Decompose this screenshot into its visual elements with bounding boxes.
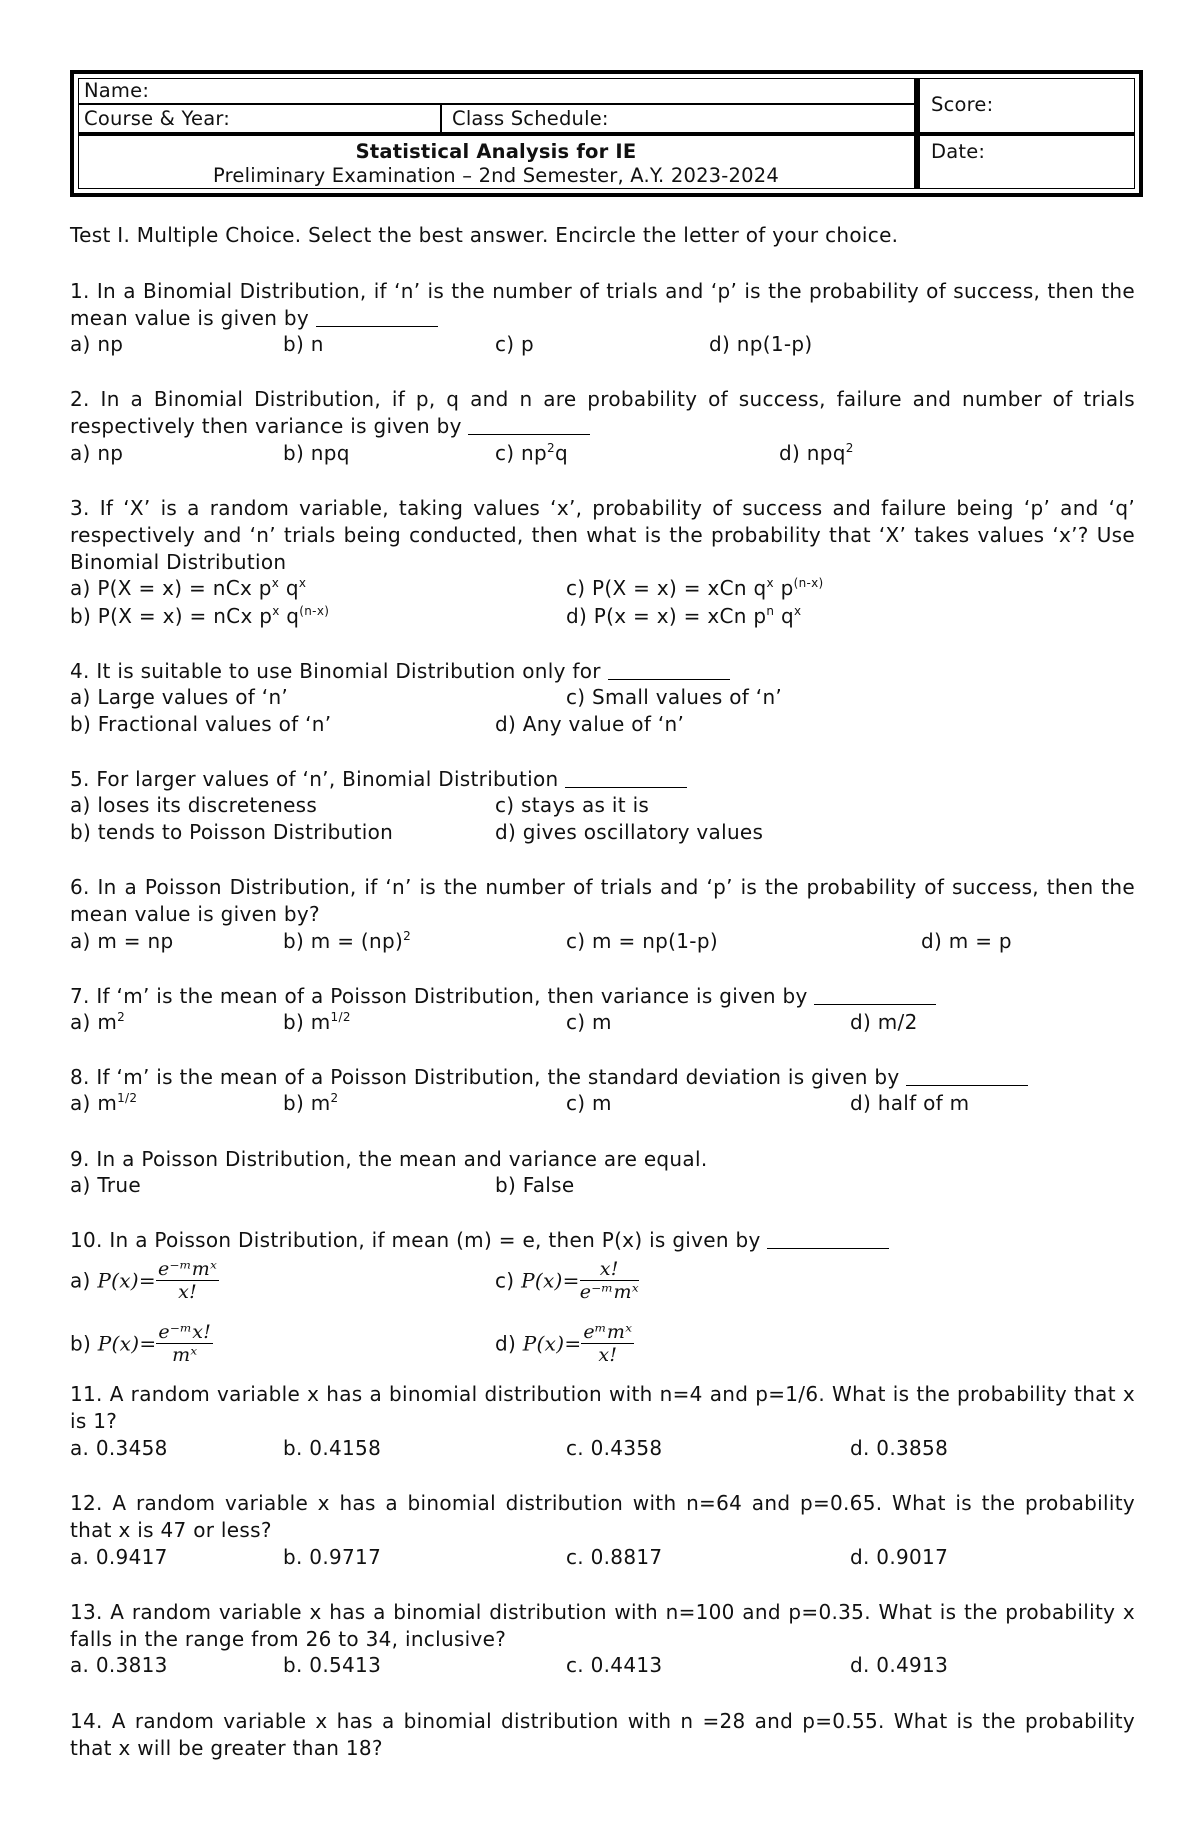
option-text: p [773,576,794,600]
formula-lhs: P(x)= [521,1268,580,1293]
q5-option-a[interactable]: a) loses its discreteness [70,793,318,817]
q5-option-d[interactable]: d) gives oscillatory values [495,820,764,844]
option-letter: b) [70,1331,92,1356]
question-10 [70,1227,1135,1254]
question-stem [70,278,1135,332]
q5-option-c[interactable]: c) stays as it is [495,793,650,817]
fraction-numerator: eᵐmˣ [583,1321,633,1343]
answer-blank [565,769,687,788]
superscript: n [766,604,775,618]
superscript: x [298,576,307,590]
q8-option-b[interactable] [283,1091,338,1115]
superscript: 2 [403,929,412,943]
question-text: 1. In a Binomial Distribution, if ‘n’ is the number of trials and ‘p’ is the probability of success, then the mean value is given by [70,279,1135,330]
question-stem [70,766,1135,793]
q4-option-d[interactable]: d) Any value of ‘n’ [495,712,685,736]
course-year-field-label: Course & Year: [84,107,230,130]
q1-option-d[interactable]: d) np(1-p) [709,332,813,356]
option-text: a) P(X = x) = nCx p [70,576,272,600]
q1-option-b[interactable]: b) n [283,332,324,356]
question-14 [70,1708,1135,1762]
question-stem: 12. A random variable x has a binomial distribution with n=64 and p=0.65. What is the probability that x is 47 or less? [70,1491,1135,1542]
option-text: b) m = (np) [283,929,404,953]
q10-option-b[interactable] [70,1321,213,1366]
question-text: 7. If ‘m’ is the mean of a Poisson Distribution, then variance is given by [70,984,808,1008]
question-stem [70,983,1135,1010]
fraction [581,1321,634,1366]
q4-option-b[interactable]: b) Fractional values of ‘n’ [70,712,332,736]
date-field-label: Date: [931,140,986,163]
q13-option-b[interactable]: b. 0.5413 [283,1653,382,1677]
superscript: 1/2 [117,1091,138,1105]
q10-option-a[interactable] [70,1258,219,1303]
q6-option-c[interactable]: c) m = np(1-p) [566,929,718,953]
name-field-label: Name: [84,79,150,102]
q8-option-d[interactable]: d) half of m [850,1091,970,1115]
answer-blank [608,661,730,680]
superscript: x [793,604,802,618]
option-letter: d) [495,1331,517,1356]
superscript: 2 [845,441,854,455]
q9-option-b[interactable]: b) False [495,1173,575,1197]
option-text: b) m [283,1091,331,1115]
q13-option-d[interactable]: d. 0.4913 [850,1653,949,1677]
question-stem [70,1227,1135,1254]
option-text: a) m [70,1010,118,1034]
question-5 [70,766,1135,793]
fraction-denominator: mˣ [172,1344,198,1366]
fraction-numerator: x! [580,1258,639,1281]
question-stem: 11. A random variable x has a binomial distribution with n=4 and p=1/6. What is the probability that x is 1? [70,1382,1135,1433]
q1-option-a[interactable]: a) np [70,332,124,356]
question-1 [70,278,1135,332]
q4-option-a[interactable]: a) Large values of ‘n’ [70,685,289,709]
q7-option-b[interactable] [283,1010,351,1034]
option-letter: c) [495,1268,515,1293]
option-letter: a) [70,1268,91,1293]
question-stem [70,658,1135,685]
question-3 [70,495,1135,576]
header-divider-schedule [440,104,442,134]
fraction-numerator: e⁻ᵐmˣ [157,1258,218,1280]
fraction [156,1258,219,1303]
q8-option-c[interactable]: c) m [566,1091,612,1115]
q6-option-a[interactable]: a) m = np [70,929,174,953]
question-stem: 14. A random variable x has a binomial distribution with n =28 and p=0.55. What is the probability that x will be greater than 18? [70,1709,1135,1760]
superscript: x [272,604,280,618]
header-divider-name [78,103,916,105]
superscript: (n-x) [299,604,330,618]
q10-option-c[interactable] [495,1258,639,1303]
q4-option-c[interactable]: c) Small values of ‘n’ [566,685,783,709]
q12-option-d[interactable]: d. 0.9017 [850,1545,949,1569]
question-text: 10. In a Poisson Distribution, if mean (m) = e, then P(x) is given by [70,1228,761,1252]
q13-option-a[interactable]: a. 0.3813 [70,1653,168,1677]
q3-option-d[interactable] [566,604,801,628]
q2-option-a[interactable]: a) np [70,441,124,465]
exam-title: Statistical Analysis for IE [355,140,637,163]
superscript: (n-x) [793,576,824,590]
option-text: q [774,604,794,628]
q3-option-a[interactable] [70,576,306,600]
question-11 [70,1381,1135,1435]
option-text: q [279,576,299,600]
q3-option-c[interactable] [566,576,824,600]
question-stem: 3. If ‘X’ is a random variable, taking values ‘x’, probability of success and failure being ‘p’ and ‘q’ respectively and ‘n’ trials being conducted, then what is the probability that ‘X’ takes values ‘x’? Use Binomial Distribution [70,496,1135,574]
q3-option-b[interactable] [70,604,329,628]
question-12 [70,1490,1135,1544]
score-field-label: Score: [931,93,994,116]
q2-option-c[interactable] [495,441,568,465]
question-stem: 6. In a Poisson Distribution, if ‘n’ is the number of trials and ‘p’ is the probability of success, then the mean value is given by? [70,875,1135,926]
q9-option-a[interactable]: a) True [70,1173,141,1197]
q12-option-c[interactable]: c. 0.8817 [566,1545,663,1569]
q10-option-d[interactable] [495,1321,634,1366]
q1-option-c[interactable]: c) p [495,332,535,356]
q8-option-a[interactable] [70,1091,137,1115]
q11-option-b[interactable]: b. 0.4158 [283,1436,382,1460]
fraction-denominator: x! [598,1344,618,1366]
superscript: 1/2 [330,1010,351,1024]
formula-lhs: P(x)= [97,1268,156,1293]
q12-option-b[interactable]: b. 0.9717 [283,1545,382,1569]
superscript: x [271,576,280,590]
question-6 [70,874,1135,928]
answer-blank [316,308,438,327]
superscript: 2 [117,1010,126,1024]
exam-subtitle: Preliminary Examination – 2nd Semester, A.Y. 2023-2024 [213,164,779,187]
q11-option-a[interactable]: a. 0.3458 [70,1436,168,1460]
q2-option-d[interactable] [779,441,854,465]
q6-option-b[interactable] [283,929,411,953]
formula-lhs: P(x)= [522,1331,582,1356]
question-7 [70,983,1135,1010]
question-text: 8. If ‘m’ is the mean of a Poisson Distribution, the standard deviation is given by [70,1065,900,1089]
fraction-denominator: e⁻ᵐmˣ [579,1281,639,1303]
question-text: 4. It is suitable to use Binomial Distribution only for [70,659,601,683]
option-text: c) np [495,441,548,465]
formula-lhs: P(x)= [97,1331,157,1356]
q12-option-a[interactable]: a. 0.9417 [70,1545,168,1569]
answer-blank [814,986,936,1005]
option-text: b) m [283,1010,331,1034]
q7-option-a[interactable] [70,1010,125,1034]
q6-option-d[interactable]: d) m = p [921,929,1012,953]
header-divider-score-column [914,78,920,188]
option-text: q [554,441,568,465]
question-text: 2. In a Binomial Distribution, if p, q and n are probability of success, failure and number of trials respectively then variance is given by [70,387,1135,438]
superscript: 2 [330,1091,339,1105]
answer-blank [767,1230,889,1249]
header-divider-course [78,132,1134,136]
q7-option-c[interactable]: c) m [566,1010,612,1034]
option-text: a) m [70,1091,118,1115]
fraction [580,1258,639,1303]
q11-option-c[interactable]: c. 0.4358 [566,1436,663,1460]
question-4 [70,658,1135,685]
option-text: q [279,604,300,628]
question-8 [70,1064,1135,1091]
answer-blank [468,416,590,435]
test-instructions: Test I. Multiple Choice. Select the best answer. Encircle the letter of your choice. [70,223,899,247]
class-schedule-field-label: Class Schedule: [452,107,609,130]
fraction [156,1321,213,1366]
option-text: c) P(X = x) = xCn q [566,576,767,600]
question-stem: 9. In a Poisson Distribution, the mean and variance are equal. [70,1147,708,1171]
question-stem [70,386,1135,440]
superscript: 2 [547,441,555,455]
question-text: 5. For larger values of ‘n’, Binomial Distribution [70,767,559,791]
fraction-denominator: x! [178,1281,198,1303]
question-2 [70,386,1135,440]
question-13 [70,1599,1135,1653]
q13-option-c[interactable]: c. 0.4413 [566,1653,663,1677]
option-text: d) P(x = x) = xCn p [566,604,767,628]
question-9 [70,1146,1135,1173]
q7-option-d[interactable]: d) m/2 [850,1010,918,1034]
q11-option-d[interactable]: d. 0.3858 [850,1436,949,1460]
fraction-numerator: e⁻ᵐx! [158,1321,212,1343]
q5-option-b[interactable]: b) tends to Poisson Distribution [70,820,394,844]
option-text: d) npq [779,441,846,465]
answer-blank [906,1067,1028,1086]
q2-option-b[interactable]: b) npq [283,441,350,465]
question-stem [70,1064,1135,1091]
option-text: b) P(X = x) = nCx p [70,604,273,628]
superscript: x [766,576,774,590]
question-stem: 13. A random variable x has a binomial distribution with n=100 and p=0.35. What is the probability x falls in the range from 26 to 34, inclusive? [70,1600,1135,1651]
